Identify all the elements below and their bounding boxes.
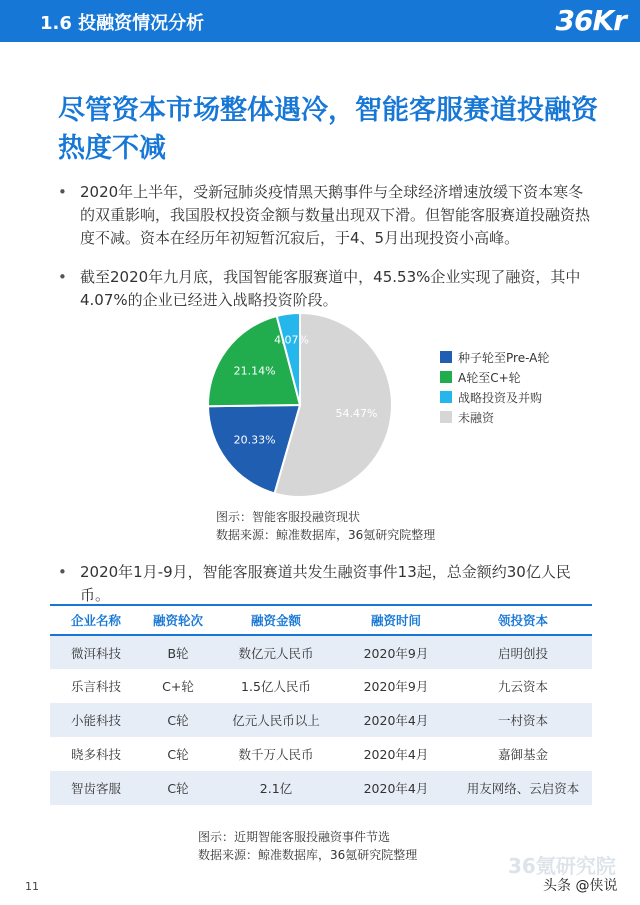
cell-lead-investor: 一村资本 [454, 703, 592, 737]
cell-round: B轮 [142, 635, 214, 669]
financing-events-table [50, 604, 592, 805]
cell-lead-investor: 九云资本 [497, 679, 548, 694]
table-caption: 图示：近期智能客服投融资事件节选 [198, 830, 391, 844]
cell-date: 2020年4月 [338, 771, 454, 805]
table-row [50, 737, 592, 771]
pie-data-label: 20.33% [233, 433, 276, 447]
headline-line-1: 尽管资本市场整体遇冷，智能客服赛道投融资 [58, 95, 598, 126]
bullet-3 [58, 561, 598, 607]
legend-label: 未融资 [458, 410, 495, 425]
header-lead-investor: 领投资本 [454, 605, 592, 635]
cell-round: C轮 [142, 703, 214, 737]
legend-label: 种子轮至Pre-A轮 [458, 350, 550, 365]
header-bar [0, 0, 640, 42]
cell-amount: 1.5亿人民币 [241, 679, 311, 694]
table-header-row [50, 605, 592, 635]
cell-company: 微洱科技 [50, 635, 142, 669]
legend-item [440, 387, 549, 407]
header-round: 融资轮次 [142, 605, 214, 635]
chart-caption: 图示：智能客服投融资现状 [216, 510, 361, 524]
footer-brand: 头条 @侠说 [543, 878, 618, 894]
cell-date: 2020年9月 [363, 679, 429, 694]
cell-amount: 2.1亿 [214, 771, 338, 805]
legend-swatch [440, 391, 452, 403]
bullet-3-text: 2020年1月-9月，智能客服赛道共发生融资事件13起，总金额约30亿人民币。 [80, 563, 571, 604]
legend-swatch [440, 351, 452, 363]
bullet-2-text: 截至2020年九月底，我国智能客服赛道中，45.53%企业实现了融资，其中4.07%的企业已经进入战略投资阶段。 [80, 268, 581, 309]
bullet-marker: • [58, 268, 67, 286]
legend-swatch [440, 411, 452, 423]
legend-item [440, 367, 549, 387]
legend-label: 战略投资及并购 [458, 390, 543, 405]
cell-round: C轮 [167, 747, 189, 762]
cell-lead-investor: 用友网络、云启资本 [454, 771, 592, 805]
bullet-marker: • [58, 183, 67, 201]
cell-company: 智齿客服 [50, 771, 142, 805]
table-row [50, 703, 592, 737]
chart-caption-block [216, 508, 435, 544]
bullet-1 [58, 181, 598, 250]
legend-item [440, 347, 549, 367]
cell-amount: 数千万人民币 [238, 747, 314, 762]
header-company: 企业名称 [50, 605, 142, 635]
chart-legend [440, 347, 549, 427]
pie-data-label: 21.14% [233, 364, 276, 378]
cell-round: C+轮 [162, 679, 194, 694]
section-title: 1.6 投融资情况分析 [40, 13, 205, 34]
page-number: 11 [25, 880, 39, 893]
bullet-1-text: 2020年上半年，受新冠肺炎疫情黑天鹅事件与全球经济增速放缓下资本寒冬的双重影响，我国股权投资金额与数量出现双下滑。但智能客服赛道投融资热度不减。资本在经历年初短暂沉寂后，于4、5月出现投资小高峰。 [80, 183, 591, 247]
headline-line-2: 热度不减 [58, 133, 166, 164]
cell-company: 小能科技 [50, 703, 142, 737]
table-row [50, 771, 592, 805]
table-row [50, 669, 592, 703]
legend-item [440, 407, 549, 427]
pie-data-label: 54.47% [335, 406, 378, 420]
cell-company: 乐言科技 [70, 679, 121, 694]
table-row [50, 635, 592, 669]
watermark: 36氪研究院 [508, 854, 616, 878]
cell-date: 2020年4月 [363, 747, 429, 762]
bullet-2 [58, 266, 598, 312]
cell-company: 晓多科技 [70, 747, 121, 762]
pie-chart [200, 310, 400, 510]
table-source: 数据来源：鲸准数据库，36氪研究院整理 [198, 848, 418, 862]
chart-source: 数据来源：鲸准数据库，36氪研究院整理 [216, 528, 436, 542]
legend-label: A轮至C+轮 [458, 370, 521, 385]
cell-lead-investor: 启明创投 [454, 635, 592, 669]
cell-amount: 数亿元人民币 [214, 635, 338, 669]
bullet-marker: • [58, 563, 67, 581]
cell-date: 2020年4月 [338, 703, 454, 737]
legend-swatch [440, 371, 452, 383]
page-headline [58, 92, 598, 168]
header-date: 融资时间 [338, 605, 454, 635]
cell-lead-investor: 嘉御基金 [497, 747, 548, 762]
cell-date: 2020年9月 [338, 635, 454, 669]
brand-logo: 36Kr [555, 4, 626, 37]
header-amount: 融资金额 [214, 605, 338, 635]
cell-round: C轮 [142, 771, 214, 805]
pie-data-label: 4.07% [274, 333, 310, 347]
table-caption-block [198, 828, 417, 864]
cell-amount: 亿元人民币以上 [214, 703, 338, 737]
